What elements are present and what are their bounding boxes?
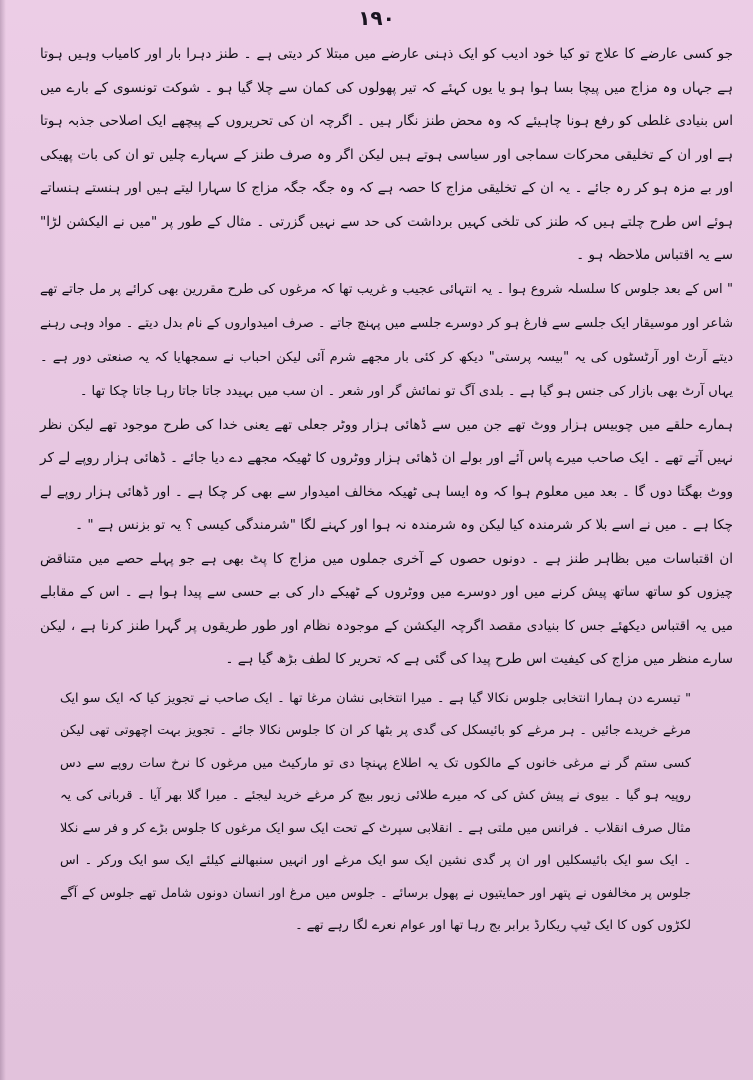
paragraph-quote-2: ہمارے حلقے میں چوبیس ہزار ووٹ تھے جن میں سے ڈھائی ہزار ووٹر جعلی تھے یعنی خدا کی طرح موجود تھے لیکن نظر نہیں آتے تھے ۔ ایک صاحب میرے پاس آئے اور بولے ان ڈھائی ہزار ووٹروں کا ٹھیکہ مجھے دے دیا جائے ۔ ڈھائی ہزار روپے لے کر ووٹ بھگتا دوں گا ۔ بعد میں معلوم ہوا کہ وہ ایسا ہی ٹھیکہ مخالف امیدوار سے بھی کر چکا ہے ۔ اور ڈھائی ہزار روپے لے چکا ہے ۔ میں نے اسے بلا کر شرمندہ کیا لیکن وہ شرمندہ نہ ہوا اور کہنے لگا "شرمندگی کیسی ؟ یہ تو بزنس ہے " ۔ <box>40 416 733 533</box>
paragraph-quote-1: " اس کے بعد جلوس کا سلسلہ شروع ہوا ۔ یہ انتہائی عجیب و غریب تھا کہ مرغوں کی طرح مقررین بھی کرائے پر مل جاتے تھے شاعر اور موسیقار ایک جلسے سے فارغ ہو کر دوسرے جلسے میں پہنچ جاتے ۔ صرف امیدواروں کے نام بدل دیتے ۔ مواد وہی رہنے دیتے آرٹ اور آرٹسٹوں کی یہ "بیسہ پرستی" دیکھ کر کئی بار مجھے شرم آئی لیکن احباب نے سمجھایا کہ یہ صنعتی دور ہے ۔ یہاں آرٹ بھی بازار کی جنس ہو گیا ہے ۔ بلدی آگ تو نمائش گر اور شعر ۔ ان سب میں بہیدد جاتا جاتا رہا جاتا چکا تھا ۔ <box>40 281 733 399</box>
page-edge-shadow <box>0 0 6 1080</box>
body-text <box>40 38 733 943</box>
paragraph-intro: جو کسی عارضے کا علاج تو کیا خود ادیب کو ایک ذہنی عارضے میں مبتلا کر دیتی ہے ۔ طنز دہرا بار اور کامیاب وہیں ہوتا ہے جہاں وہ مزاج میں پیچا بسا ہوا ہو یا یوں کہئے کہ تیر پھولوں کی کمان سے چلا گیا ہو ۔ شوکت تونسوی کے بارے میں اس بنیادی غلطی کو رفع ہونا چاہیئے کہ وہ محض طنز نگار ہیں ۔ اگرچہ ان کی تحریروں کے پیچھے ایک اصلاحی جذبہ ہوتا ہے اور ان کے تخلیقی محرکات سماجی اور سیاسی ہوتے ہیں لیکن اگر وہ صرف طنز کے سہارے چلیں تو ان کی بات پھیکی اور بے مزہ ہو کر رہ جائے ۔ یہ ان کے تخلیقی مزاج کا حصہ ہے کہ وہ جگہ جگہ مزاج کا سہارا لیتے ہیں اور ہنستے ہنساتے ہوئے اس طرح چلتے ہیں کہ طنز کی تلخی کہیں برداشت کی حد سے نہیں گزرتی ۔ مثال کے طور پر "میں نے الیکشن لڑا" سے یہ اقتباس ملاحظہ ہو ۔ <box>40 46 733 263</box>
page-number: ۱۹۰ <box>358 6 395 30</box>
paragraph-quote-3: " تیسرے دن ہمارا انتخابی جلوس نکالا گیا ہے ۔ میرا انتخابی نشان مرغا تھا ۔ ایک صاحب نے تجویز کیا کہ ایک سو ایک مرغے خریدے جائیں ۔ ہر مرغے کو بائیسکل کی گدی پر بٹھا کر ان کا جلوس نکالا جائے ۔ تجویز بہت اچھوتی تھی لیکن کسی ستم گر نے مرغی خانوں کے مالکوں تک یہ اطلاع پہنچا دی تو مارکیٹ میں مرغوں کا نرخ سات روپے سے دس روپیہ ہو گیا ۔ بیوی نے پیش کش کی کہ میرے طلائی زیور بیچ کر مرغے خرید لیجئے ۔ میرا گلا بھر آیا ۔ قربانی کی یہ مثال صرف انقلاب ۔ فرانس میں ملتی ہے ۔ انقلابی سپرٹ کے تحت ایک سو ایک مرغوں کا جلوس بڑے کر و فر سے نکلا ۔ ایک سو ایک بائیسکلیں اور ان پر گدی نشین ایک سو ایک مرغے اور انہیں سنبھالنے کیلئے ایک سو ایک ورکر ۔ اس جلوس پر مخالفوں نے پتھر اور حمایتیوں نے پھول برسائے ۔ جلوس میں مرغ اور انسان دونوں شامل تھے جلوس کے آگے لکڑوں کوں کا ایک ٹیپ ریکارڈ برابر بج رہا تھا اور عوام نعرے لگا رہے تھے ۔ <box>60 690 691 933</box>
paragraph-commentary: ان اقتباسات میں بظاہر طنز ہے ۔ دونوں حصوں کے آخری جملوں میں مزاج کا پٹ بھی ہے جو پہلے حصے میں متناقض چیزوں کو ساتھ ساتھ پیش کرنے میں اور دوسرے میں ووٹروں کے ٹھیکے دار کی بے حسی سے پیدا ہوا ہے ۔ اس کے مقابلے میں یہ اقتباس دیکھئے جس کا بنیادی مقصد اگرچہ الیکشن کے موجودہ نظام اور طور طریقوں پر گہرا طنز کرنا ہے ، لیکن سارے منظر میں مزاج کی کیفیت اس طرح پیدا کی گئی ہے کہ تحریر کا لطف بڑھ گیا ہے ۔ <box>40 550 733 667</box>
